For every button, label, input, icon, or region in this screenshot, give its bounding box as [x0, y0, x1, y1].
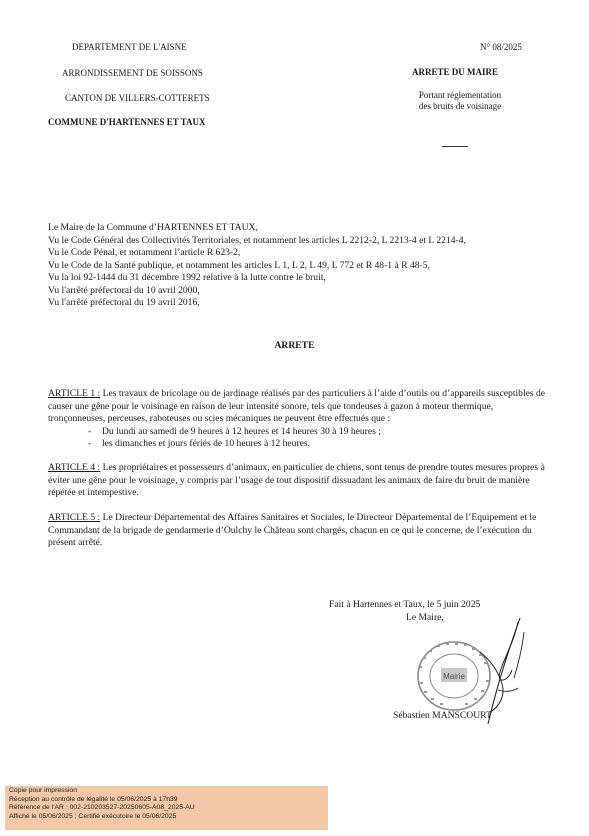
- list-item: - Du lundi au samedi de 9 heures à 12 heures et 14 heures 30 à 19 heures ;: [88, 425, 381, 437]
- preamble-line: Vu le Code Général des Collectivités Territoriales, et notamment les articles L 2212-2, L 2213-4 et L 2214-4,: [48, 234, 466, 246]
- article-5-label: ARTICLE 5 :: [48, 512, 101, 523]
- preamble-line: Vu la loi 92-1444 du 31 décembre 1992 relative à la lutte contre le bruit,: [48, 272, 326, 283]
- footer-line: Copie pour impression: [9, 787, 78, 794]
- department-label: DEPARTEMENT DE L'AISNE: [72, 42, 187, 52]
- article-1-label: ARTICLE 1 :: [48, 388, 101, 399]
- place-date: Fait à Hartennes et Taux, le 5 juin 2025: [329, 599, 481, 610]
- bullet-text: les dimanches et jours fériés de 10 heures à 12 heures.: [102, 438, 311, 449]
- preamble-line: Vu l'arrêté préfectoral du 10 avril 2000,: [48, 284, 200, 296]
- bullet-text: Du lundi au samedi de 9 heures à 12 heures et 14 heures 30 à 19 heures ;: [102, 425, 381, 437]
- footer-line: Réception au contrôle de légalité le 05/06/2025 à 17h39: [9, 795, 178, 803]
- arrete-heading: ARRETE: [274, 340, 315, 351]
- subject-line-1: Portant réglementation: [418, 90, 502, 100]
- article-1-text: Les travaux de bricolage ou de jardinage réalisés par des particuliers à l’aide d’outils ou d’appareils susceptibles de causer une gêne pour le voisinage en raison de leur intensité sonore, tels que tondeuses à gazon à moteur thermique, tronçonneuses, perceuses, raboteuses ou scies mécaniques ne peuvent être effectués que :: [48, 388, 546, 424]
- canton-label: CANTON DE VILLERS-COTTERETS: [65, 93, 210, 103]
- header-rule: [442, 146, 468, 147]
- footer-line: Affiché le 05/06/2025 ; Certifié exécutoire le 05/06/2025: [9, 812, 177, 820]
- list-item: - les dimanches et jours fériés de 10 heures à 12 heures.: [88, 438, 311, 449]
- preamble-line: Vu le Code Pénal, et notamment l’article R 623-2,: [48, 247, 241, 258]
- subject-line-2: des bruits de voisinage: [418, 101, 502, 112]
- preamble-line: Vu le Code de la Santé publique, et notamment les articles L 1, L 2, L 49, L 772 et R 48-1 à R 48-5,: [48, 259, 430, 271]
- footer-line: Référence de l'AR : 002-210203527-20250605-A08_2025-AU: [9, 804, 195, 812]
- article-4-text: Les propriétaires et possesseurs d’animaux, en particulier de chiens, sont tenus de prendre toutes mesures propres à éviter une gêne pour le voisinage, y compris par l’usage de tout dispositif dissuadant les animaux de faire du bruit de manière répétée et intempestive.: [48, 462, 545, 498]
- preamble-line: Le Maire de la Commune d’HARTENNES ET TAUX,: [48, 222, 258, 233]
- preamble: [48, 222, 548, 310]
- article-5: [48, 512, 548, 550]
- article-1-bullets: [48, 426, 548, 451]
- article-4-label: ARTICLE 4 :: [48, 462, 101, 473]
- mayor-role: Le Maire,: [406, 612, 444, 623]
- legality-footer: [5, 786, 328, 830]
- article-5-text: Le Directeur Départemental des Affaires Sanitaires et Sociales, le Directeur Départemental de l’Equipement et le Commandant de la brigade de gendarmerie d’Oulchy le Château sont chargés, chacun en ce qui le concerne, de l’exécution du présent arrêté.: [48, 512, 537, 548]
- decree-number: N° 08/2025: [480, 42, 522, 52]
- preamble-line: Vu l'arrêté préfectoral du 19 avril 2016,: [48, 297, 200, 308]
- article-1: [48, 388, 548, 451]
- decree-subject: [404, 90, 516, 113]
- stamp-text: Mairie: [443, 672, 465, 681]
- mayor-name: Sébastien MANSCOURT: [393, 710, 492, 721]
- decree-title: ARRETE DU MAIRE: [412, 67, 499, 77]
- commune-label: COMMUNE D'HARTENNES ET TAUX: [48, 117, 206, 127]
- article-4: [48, 462, 548, 500]
- arrondissement-label: ARRONDISSEMENT DE SOISSONS: [62, 68, 203, 78]
